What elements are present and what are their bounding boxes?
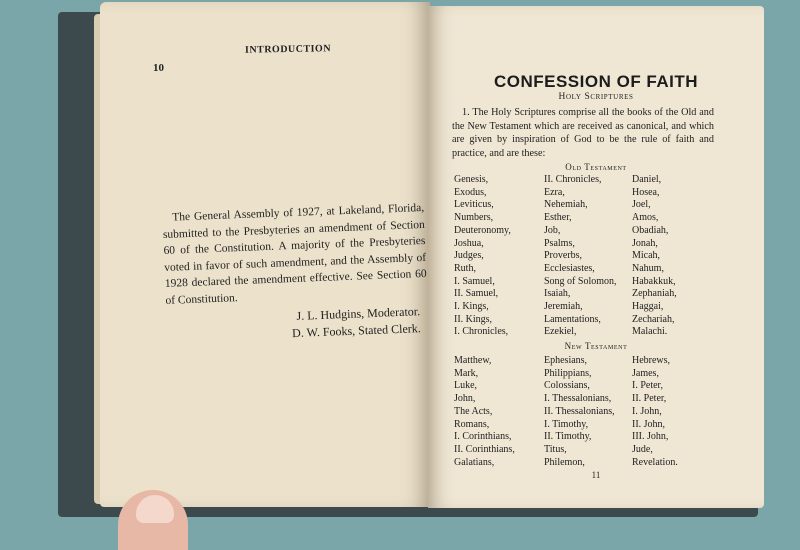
book-name: Luke,	[454, 380, 478, 392]
assembly-paragraph: The General Assembly of 1927, at Lakeland, Florida, submitted to the Presbyteries an amendment of Section 60 of the Constitution. A majority of the Presbyteries voted in favor of such amendment, and the Assembly of 1928 declared the amendment effective. See Section 60 of Constitution.	[162, 201, 427, 307]
book-name: Mark,	[454, 367, 479, 379]
book-name: Micah,	[632, 250, 661, 262]
new-testament-heading: New Testament	[564, 341, 628, 351]
book-name: Colossians,	[544, 380, 590, 392]
left-page-text-block	[162, 200, 429, 347]
new-testament-column-2	[544, 355, 632, 469]
moderator-signature: J. L. Hudgins, Moderator.	[296, 304, 421, 323]
new-testament-column-3	[632, 355, 716, 469]
book-name: Ezra,	[544, 186, 565, 198]
book-name: I. Peter,	[632, 380, 663, 392]
book-name: II. Corinthians,	[454, 443, 515, 455]
old-testament-heading: Old Testament	[565, 162, 627, 172]
book-name: Genesis,	[454, 174, 489, 185]
book-name: Zephaniah,	[632, 288, 677, 300]
book-name: Lamentations,	[544, 313, 601, 325]
new-testament-list	[454, 355, 716, 469]
old-testament-list	[454, 174, 716, 339]
book-name: Daniel,	[632, 174, 662, 185]
book-name: Nehemiah,	[544, 199, 588, 211]
running-head: INTRODUCTION	[244, 43, 332, 56]
book-name: Jonah,	[632, 237, 658, 249]
book-name: Zechariah,	[632, 313, 675, 325]
old-testament-column-2	[544, 174, 632, 339]
scripture-paragraph	[452, 106, 714, 160]
book-name: Titus,	[544, 443, 567, 455]
book-name: Malachi.	[632, 326, 668, 338]
book-name: Deuteronomy,	[454, 224, 511, 236]
scripture-paragraph-text: 1. The Holy Scriptures comprise all the books of the Old and the New Testament which are received as canonical, and which are given by inspiration of God to be the rule of faith and practice, and are these:	[452, 107, 714, 159]
page-subtitle: Holy Scriptures	[558, 92, 634, 102]
book-name: I. Kings,	[454, 301, 489, 313]
book-name: Ephesians,	[544, 355, 588, 366]
book-name: I. Timothy,	[544, 418, 589, 430]
book-name: Matthew,	[454, 355, 492, 366]
book-name: Numbers,	[454, 212, 494, 224]
book-name: Philemon,	[544, 456, 585, 468]
book-name: James,	[632, 367, 659, 379]
book-name: II. John,	[632, 418, 666, 430]
book-name: Song of Solomon,	[544, 275, 617, 287]
book-name: I. John,	[632, 405, 662, 417]
book-name: Judges,	[454, 250, 484, 262]
book-name: Haggai,	[632, 301, 664, 313]
book-name: Philippians,	[544, 367, 592, 379]
book-name: Obadiah,	[632, 224, 669, 236]
old-testament-column-1	[454, 174, 544, 339]
book-name: II. Thessalonians,	[544, 405, 615, 417]
book-name: Job,	[544, 224, 561, 236]
book-name: John,	[454, 393, 476, 405]
book-name: Nahum,	[632, 262, 664, 274]
book-name: I. Thessalonians,	[544, 393, 612, 405]
book-name: Esther,	[544, 212, 572, 224]
book-name: Jude,	[632, 443, 653, 455]
book-name: Amos,	[632, 212, 659, 224]
book-name: Romans,	[454, 418, 490, 430]
old-testament-column-3	[632, 174, 716, 339]
book-name: I. Samuel,	[454, 275, 495, 287]
book-name: I. Corinthians,	[454, 431, 512, 443]
book-name: II. Timothy,	[544, 431, 592, 443]
book-name: Joel,	[632, 199, 651, 211]
book-name: Habakkuk,	[632, 275, 676, 287]
book-name: Ruth,	[454, 262, 476, 274]
page-title: CONFESSION OF FAITH	[493, 72, 699, 91]
book-name: II. Peter,	[632, 393, 667, 405]
book-name: I. Chronicles,	[454, 326, 509, 338]
book-name: Hosea,	[632, 186, 660, 198]
book-name: Jeremiah,	[544, 301, 583, 313]
book-name: The Acts,	[454, 405, 493, 417]
left-page-number: 10	[153, 62, 164, 74]
book-name: Psalms,	[544, 237, 575, 249]
book-name: Ezekiel,	[544, 326, 577, 338]
book-name: III. John,	[632, 431, 669, 443]
book-name: Galatians,	[454, 456, 495, 468]
book-name: II. Samuel,	[454, 288, 499, 300]
book-name: Leviticus,	[454, 199, 494, 211]
book-name: Proverbs,	[544, 250, 583, 262]
book-name: Revelation.	[632, 456, 678, 468]
book-name: Ecclesiastes,	[544, 262, 595, 274]
new-testament-column-1	[454, 355, 544, 469]
book-name: II. Chronicles,	[544, 174, 602, 185]
clerk-signature: D. W. Fooks, Stated Clerk.	[291, 321, 421, 341]
book-name: Joshua,	[454, 237, 484, 249]
book-name: Isaiah,	[544, 288, 571, 300]
book-name: II. Kings,	[454, 313, 493, 325]
right-page-number: 11	[591, 470, 601, 480]
book-name: Hebrews,	[632, 355, 671, 366]
book-name: Exodus,	[454, 186, 487, 198]
